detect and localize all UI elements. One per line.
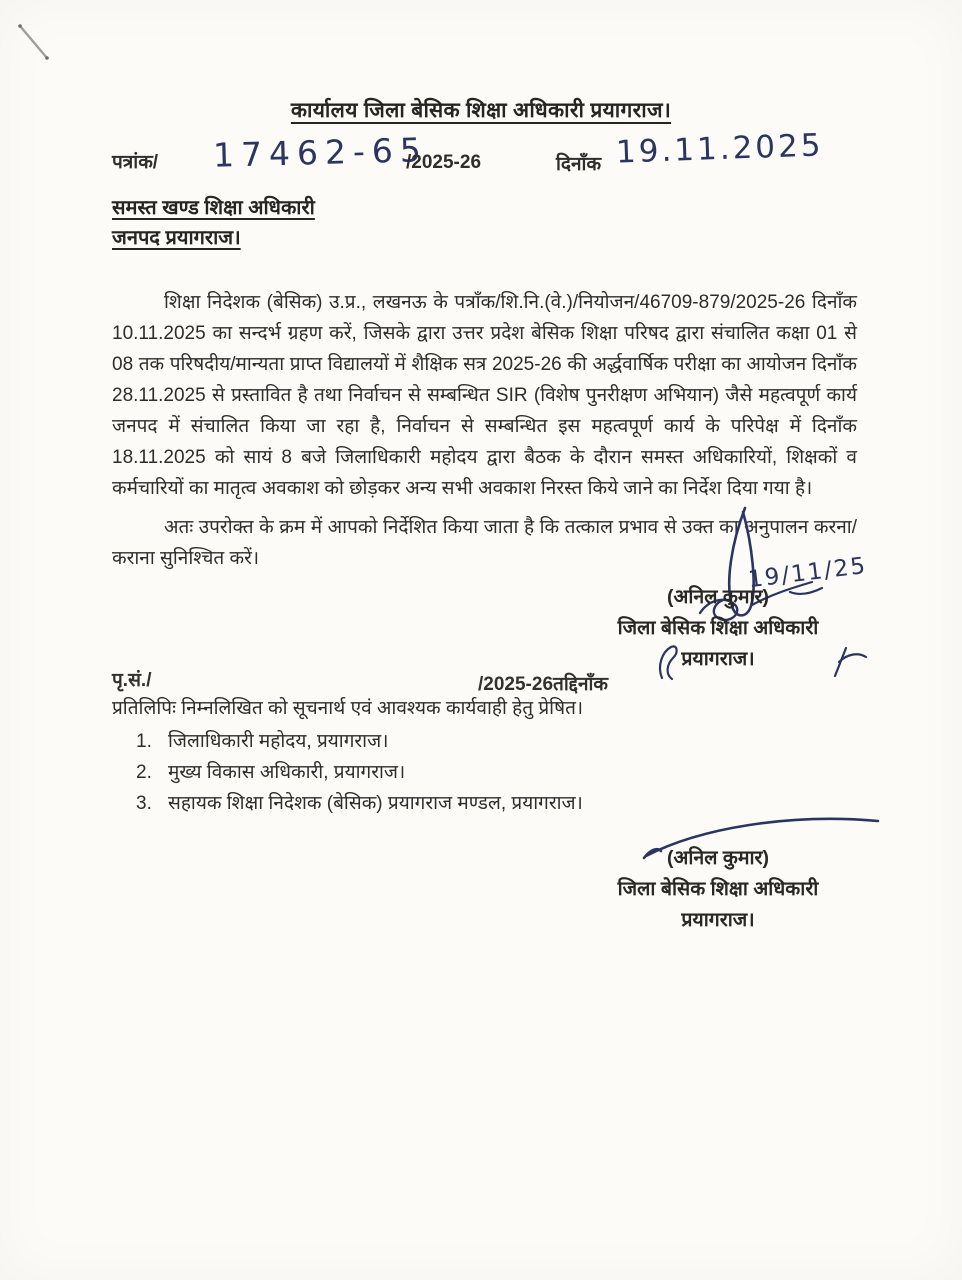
signatory-place: प्रयागराज। (681, 909, 755, 931)
copy-item-number: 3. (136, 793, 152, 814)
signatory-name: (अनिल कुमार) (666, 847, 770, 869)
signatory-place: प्रयागराज। (681, 648, 755, 670)
date-handwritten: 19.11.2025 (615, 127, 825, 171)
copy-intro-line: प्रतिलिपिः निम्नलिखित को सूचनार्थ एवं आवश्यक कार्यवाही हेतु प्रेषित। (112, 698, 584, 719)
copy-list-item (136, 757, 583, 788)
endorsement-ref-label: पृ.सं./ (112, 670, 152, 691)
letter-number-label: पत्रांक/ (112, 152, 159, 173)
copy-item-number: 2. (136, 762, 152, 783)
addressee-line-1: समस्त खण्ड शिक्षा अधिकारी (112, 197, 315, 219)
copy-item-number: 1. (136, 731, 152, 752)
signatory-designation: जिला बेसिक शिक्षा अधिकारी (617, 878, 819, 900)
letter-number-suffix: /2025-26 (406, 152, 482, 173)
ink-flick-place (648, 640, 698, 685)
endorsement-ref-suffix: /2025-26तद्दिनाँक (478, 674, 609, 695)
copy-list-item (136, 788, 583, 819)
signature-date-handwritten: 19/11/25 (746, 552, 869, 594)
copy-list-item (136, 726, 583, 757)
letter-number-handwritten: 17462-65 (212, 130, 429, 175)
signatory-designation: जिला बेसिक शिक्षा अधिकारी (617, 617, 819, 639)
date-label: दिनाँक (556, 154, 602, 175)
signatory-name: (अनिल कुमार) (666, 586, 770, 608)
pencil-stroke-top-left (0, 0, 80, 90)
copy-item-text: मुख्य विकास अधिकारी, प्रयागराज। (168, 762, 406, 783)
signature-block-top (568, 582, 868, 675)
copy-list (136, 726, 583, 819)
body-paragraph-1: शिक्षा निदेशक (बेसिक) उ.प्र., लखनऊ के पत्राँक/शि.नि.(वे.)/नियोजन/46709-879/2025-26 दिनाँक 10.11.2025 का सन्दर्भ ग्रहण करें, जिसके द्वारा उत्तर प्रदेश बेसिक शिक्षा परिषद द्वारा संचालित कक्षा 01 से 08 तक परिषदीय/मान्यता प्राप्त विद्यालयों में शैक्षिक सत्र 2025-26 की अर्द्धवार्षिक परीक्षा का आयोजन दिनाँक 28.11.2025 से प्रस्तावित है तथा निर्वाचन से सम्बन्धित SIR (विशेष पुनरीक्षण अभियान) जैसे महत्वपूर्ण कार्य जनपद में संचालित किया जा रहा है, निर्वाचन से सम्बन्धित इस महत्वपूर्ण कार्य के परिपेक्ष में दिनाँक 18.11.2025 को सायं 8 बजे जिलाधिकारी महोदय द्वारा बैठक के दौरान समस्त अधिकारियों, शिक्षकों व कर्मचारियों का मातृत्व अवकाश को छोड़कर अन्य सभी अवकाश निरस्त किये जाने का निर्देश दिया गया है। (112, 292, 857, 499)
body-paragraph-2: अतः उपरोक्त के क्रम में आपको निर्देशित किया जाता है कि तत्काल प्रभाव से उक्त का अनुपालन करना/कराना सुनिश्चित करें। (112, 517, 857, 569)
ink-initial-endorsement (825, 642, 875, 682)
copy-item-text: जिलाधिकारी महोदय, प्रयागराज। (168, 731, 389, 752)
addressee-line-2: जनपद प्रयागराज। (112, 227, 241, 249)
office-title: कार्यालय जिला बेसिक शिक्षा अधिकारी प्रयागराज। (290, 99, 672, 122)
signature-block-bottom (568, 843, 868, 936)
copy-item-text: सहायक शिक्षा निदेशक (बेसिक) प्रयागराज मण्डल, प्रयागराज। (168, 793, 583, 814)
